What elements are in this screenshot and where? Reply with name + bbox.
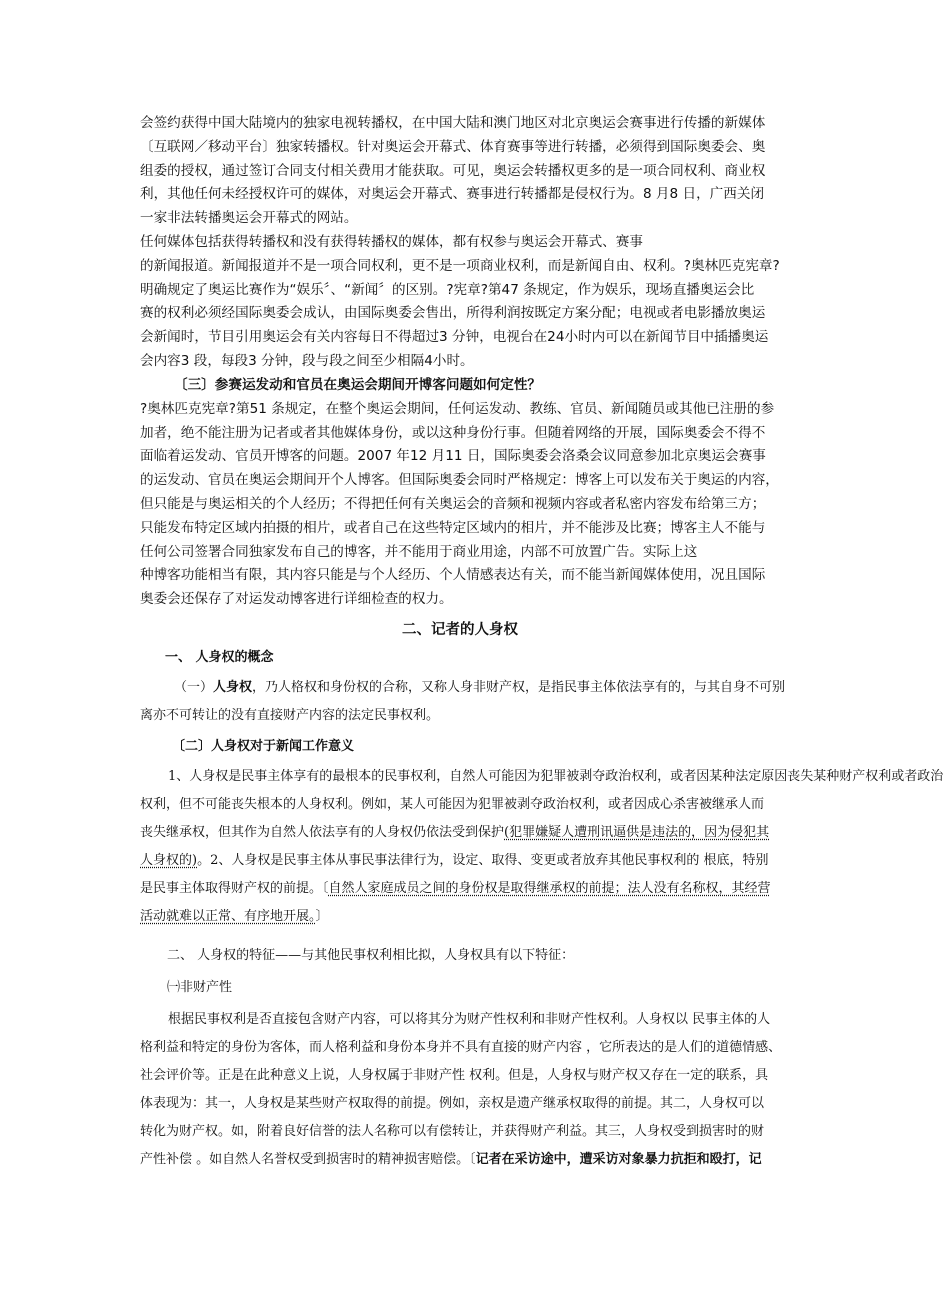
term-bold: 人身权 — [213, 680, 253, 695]
text-line: 人身权的)。2、人身权是民事主体从事民事法律行为，设定、取得、变更或者放弃其他民事权利的 根底，特别 — [140, 853, 769, 868]
broadcast-rights-section — [140, 112, 785, 374]
section-heading: 〔三〕参赛运发动和官员在奥运会期间开博客问题如何定性？ — [174, 377, 542, 393]
text-line: 加者，绝不能注册为记者或者其他媒体身份，或以这种身份行事。但随着网络的开展，国际奥委会不得不 — [140, 424, 766, 441]
annotation-underlined: 活动就难以正常、有序地开展。 — [140, 909, 316, 924]
text-line: 体表现为：其一，人身权是某些财产权取得的前提。例如，亲权是遗产继承权取得的前提。其二，人身权可以 — [140, 1096, 765, 1111]
text-line: 社会评价等。正是在此种意义上说，人身权属于非财产性 权利。但是，人身权与财产权又存在一定的联系，具 — [140, 1068, 769, 1083]
bold-text: 记者在采访途中，遭采访对象暴力抗拒和殴打，记 — [475, 1152, 762, 1167]
text-line: 会内容3 段，每段3 分钟，段与段之间至少相隔4小时。 — [140, 352, 474, 369]
text-line: 只能发布特定区域内拍摄的相片，或者自己在这些特定区域内的相片，并不能涉及比赛；博客主人不能与 — [140, 519, 766, 536]
annotation-underlined: (犯罪嫌疑人遭刑讯逼供是违法的，因为侵犯其 — [504, 825, 770, 840]
text-line: 明确规定了奥运比赛作为“娱乐〞、“新闻〞的区别。?宪章?第47 条规定，作为娱乐，现场直播奥运会比 — [140, 281, 755, 298]
part-title: 二、记者的人身权 — [402, 622, 518, 638]
athlete-blog-section — [140, 374, 785, 612]
text-line: 利，其他任何未经授权许可的媒体，对奥运会开幕式、赛事进行转播都是侵权行为。8 月8 日，广西关闭 — [140, 186, 765, 203]
annotation-underlined: 人身权的) — [140, 853, 198, 868]
text-line: 转化为财产权。如，附着良好信誉的法人名称可以有偿转让，并获得财产利益。其三，人身权受到损害时的财 — [140, 1124, 765, 1139]
text-line: 面临着运发动、官员开博客的问题。2007 年12 月11 日，国际奥委会洛桑会议同意参加北京奥运会赛事 — [140, 448, 766, 465]
text-line: 是民事主体取得财产权的前提。〔自然人家庭成员之间的身份权是取得继承权的前提；法人没有名称权，其经营 — [140, 881, 771, 896]
text-line: 根据民事权利是否直接包含财产内容，可以将其分为财产性权利和非财产性权利。人身权以 民事主体的人 — [168, 1012, 771, 1027]
non-property-paragraph — [140, 1006, 790, 1174]
text-line: 任何媒体包括获得转播权和没有获得转播权的媒体，都有权参与奥运会开幕式、赛事 — [140, 233, 643, 250]
concept-paragraph — [140, 674, 790, 730]
text-line: ?奥林匹克宪章?第51 条规定，在整个奥运会期间，任何运发动、教练、官员、新闻随员或其他已注册的参 — [140, 400, 775, 417]
text-line: 的新闻报道。新闻报道并不是一项合同权利，更不是一项商业权利，而是新闻自由、权利。?奥林匹克宪章? — [140, 257, 780, 274]
text-line: 格利益和特定的身份为客体，而人格利益和身份本身并不具有直接的财产内容 ，它所表达的是人们的道德情感、 — [140, 1040, 782, 1055]
text-line: 组委的授权，通过签订合同支付相关费用才能获取。可见，奥运会转播权更多的是一项合同权利、商业权 — [140, 162, 766, 179]
annotation-underlined: 自然人家庭成员之间的身份权是取得继承权的前提；法人没有名称权，其经营 — [328, 881, 771, 896]
text-line: 丧失继承权，但其作为自然人依法享有的人身权仍依法受到保护(犯罪嫌疑人遭刑讯逼供是违法的，因为侵犯其 — [140, 825, 770, 840]
text-line: 活动就难以正常、有序地开展。〕 — [140, 909, 329, 924]
text-line: 离亦不可转让的没有直接财产内容的法定民事权利。 — [140, 708, 440, 723]
text-line: 一家非法转播奥运会开幕式的网站。 — [140, 210, 358, 227]
meaning-paragraph — [140, 763, 943, 931]
text-line: 会签约获得中国大陆境内的独家电视转播权，在中国大陆和澳门地区对北京奥运会赛事进行传播的新媒体 — [140, 115, 766, 131]
subsection-heading: 二、 人身权的特征——与其他民事权利相比拟，人身权具有以下特征： — [167, 948, 575, 963]
text-line: 〔互联网／移动平台〕独家转播权。针对奥运会开幕式、体育赛事等进行转播，必须得到国际奥委会、奥 — [140, 138, 766, 155]
text-line: 奥委会还保存了对运发动博客进行详细检查的权力。 — [140, 591, 453, 608]
text-line: 1、人身权是民事主体享有的最根本的民事权利，自然人可能因为犯罪被剥夺政治权利，或者因某种法定原因丧失某种财产权利或者政治 — [168, 769, 943, 784]
text-line: 赛的权利必须经国际奥委会成认，由国际奥委会售出，所得利润按既定方案分配；电视或者电影播放奥运 — [140, 305, 766, 322]
text-line: 会新闻时，节目引用奥运会有关内容每日不得超过3 分钟，电视台在24小时内可以在新闻节目中插播奥运 — [140, 329, 769, 346]
text-line: （一）人身权，乃人格权和身份权的合称，又称人身非财产权，是指民事主体依法享有的，与其自身不可别 — [174, 680, 786, 695]
text-line: 任何公司签署合同独家发布自己的博客，并不能用于商业用途，内部不可放置广告。实际上这 — [140, 543, 698, 560]
text-line: 产性补偿 。如自然人名誉权受到损害时的精神损害赔偿。〔记者在采访途中，遭采访对象暴力抗拒和殴打，记 — [140, 1152, 762, 1167]
text-line: 权利，但不可能丧失根本的人身权利。例如，某人可能因为犯罪被剥夺政治权利，或者因成心杀害被继承人而 — [140, 797, 765, 812]
subsection-heading: 一、 人身权的概念 — [165, 650, 274, 665]
text-line: 的运发动、官员在奥运会期间开个人博客。但国际奥委会同时严格规定：博客上可以发布关于奥运的内容， — [140, 472, 779, 489]
subsection-heading: ㈠非财产性 — [167, 980, 233, 995]
subsection-heading: 〔二〕人身权对于新闻工作意义 — [172, 739, 355, 754]
text-line: 但只能是与奥运相关的个人经历；不得把任何有关奥运会的音频和视频内容或者私密内容发布给第三方； — [140, 495, 766, 512]
text-line: 种博客功能相当有限，其内容只能是与个人经历、个人情感表达有关，而不能当新闻媒体使用，况且国际 — [140, 567, 766, 584]
